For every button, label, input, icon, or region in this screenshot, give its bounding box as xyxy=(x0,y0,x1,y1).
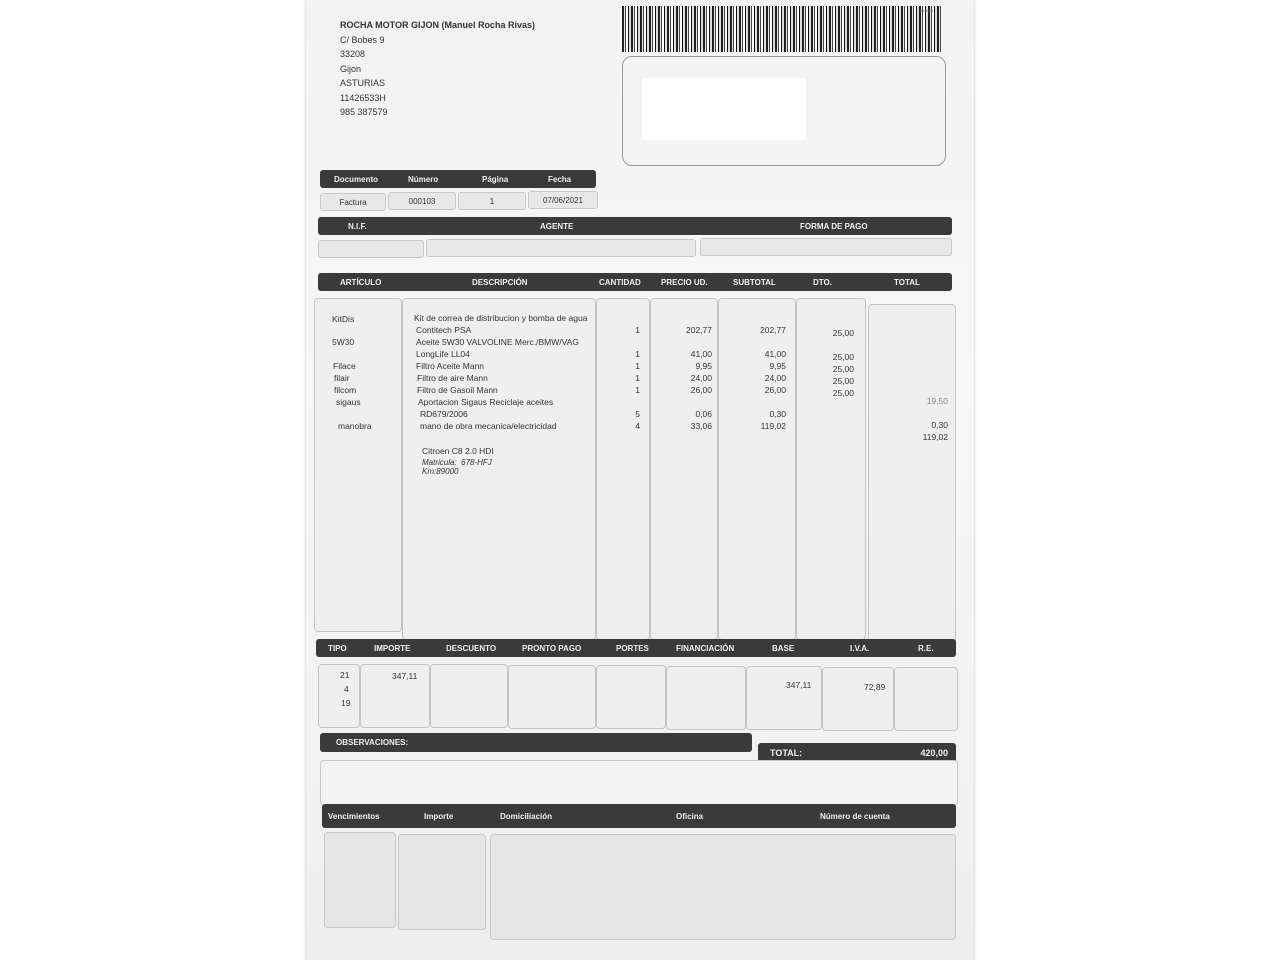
item-price: 33,06 xyxy=(690,421,712,431)
client-header-bar xyxy=(318,217,952,235)
tax-iva: 72,89 xyxy=(864,682,886,692)
item-code: manobra xyxy=(338,421,372,431)
item-dto: 25,00 xyxy=(832,352,854,362)
item-code: filair xyxy=(334,373,350,383)
vehicle-km: Km:89000 xyxy=(422,467,459,476)
client-header-nif: N.I.F. xyxy=(348,221,367,231)
item-qty: 5 xyxy=(635,409,640,419)
item-desc: Filtro Aceite Mann xyxy=(416,361,485,371)
item-code: 5W30 xyxy=(332,337,355,347)
column-articulo xyxy=(314,298,402,632)
tax-header-portes: PORTES xyxy=(616,643,649,653)
doc-header-pagina: Página xyxy=(482,174,509,184)
item-desc: Kit de correa de distribucion y bomba de agua xyxy=(414,313,588,323)
barcode-number: 010012 xyxy=(920,8,934,13)
doc-value-numero: 000103 xyxy=(388,192,456,210)
doc-value-pagina: 1 xyxy=(458,192,526,210)
item-dto: 25,00 xyxy=(832,388,854,398)
item-dto: 25,00 xyxy=(832,364,854,374)
total-value: 420,00 xyxy=(920,748,948,758)
venc-header-vencimientos: Vencimientos xyxy=(328,811,380,821)
tax-header-iva: I.V.A. xyxy=(850,643,870,653)
company-region: ASTURIAS xyxy=(340,78,386,88)
observaciones-label: OBSERVACIONES: xyxy=(336,738,409,747)
item-price: 9,95 xyxy=(695,361,712,371)
item-subtotal: 119,02 xyxy=(760,421,786,431)
item-price: 0,06 xyxy=(695,409,712,419)
venc-header-numero-cuenta: Número de cuenta xyxy=(820,811,890,821)
tax-col-iva xyxy=(822,667,894,731)
item-desc: Aceite 5W30 VALVOLINE Merc./BMW/VAG xyxy=(416,337,579,347)
item-dto: 25,00 xyxy=(832,328,854,338)
company-city: Gijon xyxy=(340,63,362,74)
tax-col-descuento xyxy=(430,664,508,728)
item-subtotal: 26,00 xyxy=(764,385,786,395)
item-subtotal: 9,95 xyxy=(769,361,786,371)
tax-header-pronto-pago: PRONTO PAGO xyxy=(522,643,582,653)
tax-tipo-3: 19 xyxy=(341,698,351,708)
tax-tipo-1: 21 xyxy=(340,670,350,680)
client-header-agente: AGENTE xyxy=(540,221,574,231)
items-header-articulo: ARTÍCULO xyxy=(340,277,382,287)
tax-header-bar xyxy=(316,639,956,657)
items-header-bar xyxy=(318,273,952,291)
client-nif-value xyxy=(318,240,424,258)
observaciones-box xyxy=(320,760,958,806)
item-subtotal: 41,00 xyxy=(764,349,786,359)
tax-col-base xyxy=(746,666,822,730)
company-nif: 11426533H xyxy=(340,92,386,103)
item-qty: 4 xyxy=(635,421,640,431)
doc-header-fecha: Fecha xyxy=(548,174,572,184)
company-zip: 33208 xyxy=(340,49,366,59)
item-desc: LongLife LL04 xyxy=(416,349,470,359)
item-price: 202,77 xyxy=(686,325,712,335)
item-desc: Contitech PSA xyxy=(416,325,472,335)
item-subtotal: 24,00 xyxy=(764,373,786,383)
vehicle-plate: Matricula: 678-HFJ xyxy=(422,458,492,467)
invoice-paper xyxy=(306,0,974,960)
tax-col-pronto-pago xyxy=(508,665,596,729)
tax-header-descuento: DESCUENTO xyxy=(446,643,497,653)
item-desc: Filtro de Gasoil Mann xyxy=(417,385,498,395)
item-dto: 25,00 xyxy=(832,376,854,386)
total-label: TOTAL: xyxy=(770,748,803,758)
doc-header-numero: Número xyxy=(408,174,439,184)
tax-base: 347,11 xyxy=(786,680,812,690)
tax-tipo-2: 4 xyxy=(344,684,349,694)
item-qty: 1 xyxy=(635,373,640,383)
item-total: 19,50 xyxy=(926,396,948,406)
tax-header-base: BASE xyxy=(772,643,795,653)
item-desc: mano de obra mecanica/electricidad xyxy=(420,421,557,431)
tax-col-financiacion xyxy=(666,666,746,730)
items-header-cantidad: CANTIDAD xyxy=(599,277,641,287)
venc-box-importe xyxy=(398,834,486,930)
items-header-subtotal: SUBTOTAL xyxy=(733,277,776,287)
company-name: ROCHA MOTOR GIJON (Manuel Rocha Rivas) xyxy=(340,20,536,30)
doc-value-documento: Factura xyxy=(320,193,386,211)
item-subtotal: 202,77 xyxy=(760,325,786,335)
venc-box-domiciliacion xyxy=(490,834,956,940)
venc-box-vencimientos xyxy=(324,832,396,928)
tax-header-re: R.E. xyxy=(918,643,934,653)
vehicle-model: Citroen C8 2.0 HDI xyxy=(422,446,494,456)
items-header-dto: DTO. xyxy=(813,277,832,287)
items-header-total: TOTAL xyxy=(894,277,920,287)
item-code: Filace xyxy=(333,361,356,371)
tax-col-re xyxy=(894,667,958,731)
item-code: sigaus xyxy=(336,397,361,407)
item-price: 24,00 xyxy=(690,373,712,383)
item-desc: Aportacion Sigaus Reciclaje aceites xyxy=(418,397,554,407)
items-header-descripcion: DESCRIPCIÓN xyxy=(472,277,528,287)
doc-header-documento: Documento xyxy=(334,174,378,184)
item-desc: RD679/2006 xyxy=(420,409,468,419)
tax-header-importe: IMPORTE xyxy=(374,643,411,653)
item-qty: 1 xyxy=(635,325,640,335)
client-agente-value xyxy=(426,239,696,257)
tax-header-tipo: TIPO xyxy=(328,643,347,653)
items-header-precio: PRECIO UD. xyxy=(661,277,708,287)
client-header-forma-pago: FORMA DE PAGO xyxy=(800,221,868,231)
document-header-bar xyxy=(320,170,596,188)
item-desc: Filtro de aire Mann xyxy=(417,373,488,383)
item-qty: 1 xyxy=(635,361,640,371)
venc-header-domiciliacion: Domiciliación xyxy=(500,811,553,821)
item-total: 119,02 xyxy=(922,432,948,442)
observaciones-bar xyxy=(320,733,752,752)
company-block xyxy=(340,18,535,120)
item-subtotal: 0,30 xyxy=(769,409,786,419)
column-dto xyxy=(796,298,866,640)
barcode xyxy=(622,6,942,52)
item-price: 26,00 xyxy=(690,385,712,395)
item-code: KitDis xyxy=(332,314,355,324)
item-total: 0,30 xyxy=(931,420,948,430)
item-code: filcom xyxy=(334,385,357,395)
item-qty: 1 xyxy=(635,385,640,395)
tax-col-portes xyxy=(596,665,666,729)
company-phone: 985 387579 xyxy=(340,107,388,117)
vencimientos-header-bar xyxy=(322,804,956,828)
venc-header-importe: Importe xyxy=(424,811,454,821)
tax-header-financiacion: FINANCIACIÓN xyxy=(676,643,735,653)
column-total xyxy=(868,304,956,646)
doc-value-fecha: 07/06/2021 xyxy=(528,191,598,209)
venc-header-oficina: Oficina xyxy=(676,811,704,821)
tax-importe: 347,11 xyxy=(392,671,418,681)
company-street: C/ Bobes 9 xyxy=(340,34,385,45)
item-qty: 1 xyxy=(635,349,640,359)
item-price: 41,00 xyxy=(690,349,712,359)
redacted-area xyxy=(642,78,806,140)
tax-col-tipo xyxy=(318,664,360,728)
client-forma-pago-value xyxy=(700,238,952,256)
